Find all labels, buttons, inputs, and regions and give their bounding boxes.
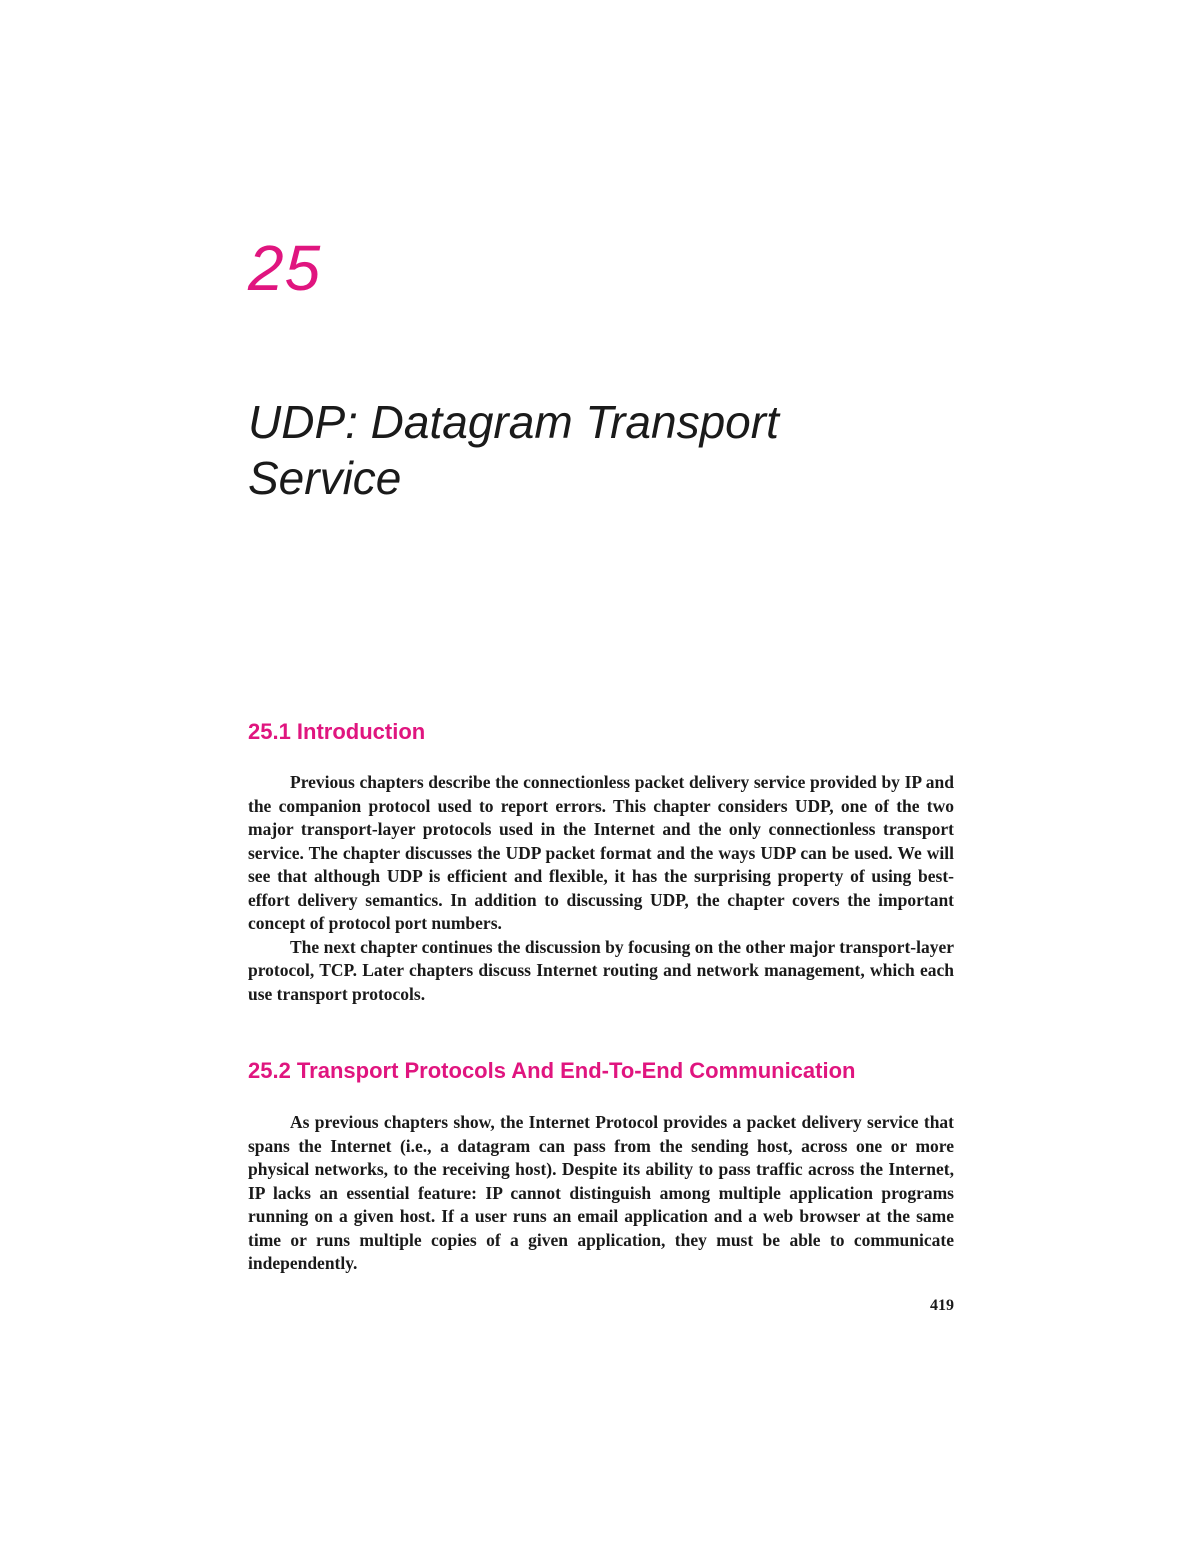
paragraph: As previous chapters show, the Internet Protocol provides a packet delivery service that spans the Internet (i.e., a datagram can pass from the sending host, across one or more physical networks, to the receiving host). Despite its ability to pass traffic across the Internet, IP lacks an essential feature: IP cannot distinguish among multiple application programs running on a given host. If a user runs an email application and a web browser at the same time or runs multiple copies of a given application, they must be able to communicate independently. [248, 1112, 954, 1273]
page-number: 419 [930, 1297, 954, 1314]
chapter-number: 25 [248, 232, 322, 304]
chapter-title-line-1: UDP: Datagram Transport [248, 396, 779, 448]
paragraph: Previous chapters describe the connectionless packet delivery service provided by IP and the companion protocol used to report errors. This chapter considers UDP, one of the two major transport-layer protocols used in the Internet and the only connectionless transport service. The chapter discusses the UDP packet format and the ways UDP can be used. We will see that although UDP is efficient and flexible, it has the surprising property of using best-effort delivery semantics. In addition to discussing UDP, the chapter covers the important concept of protocol port numbers. [248, 772, 954, 933]
chapter-title-line-2: Service [248, 452, 402, 504]
section-body-introduction [248, 771, 954, 1006]
chapter-title [248, 394, 948, 506]
section-heading-introduction: 25.1 Introduction [248, 719, 426, 744]
section-heading-transport-protocols: 25.2 Transport Protocols And End-To-End Communication [248, 1058, 856, 1083]
section-body-transport-protocols [248, 1111, 954, 1276]
paragraph: The next chapter continues the discussion by focusing on the other major transport-layer protocol, TCP. Later chapters discuss Internet routing and network management, which each use transport protocols. [248, 936, 954, 1004]
